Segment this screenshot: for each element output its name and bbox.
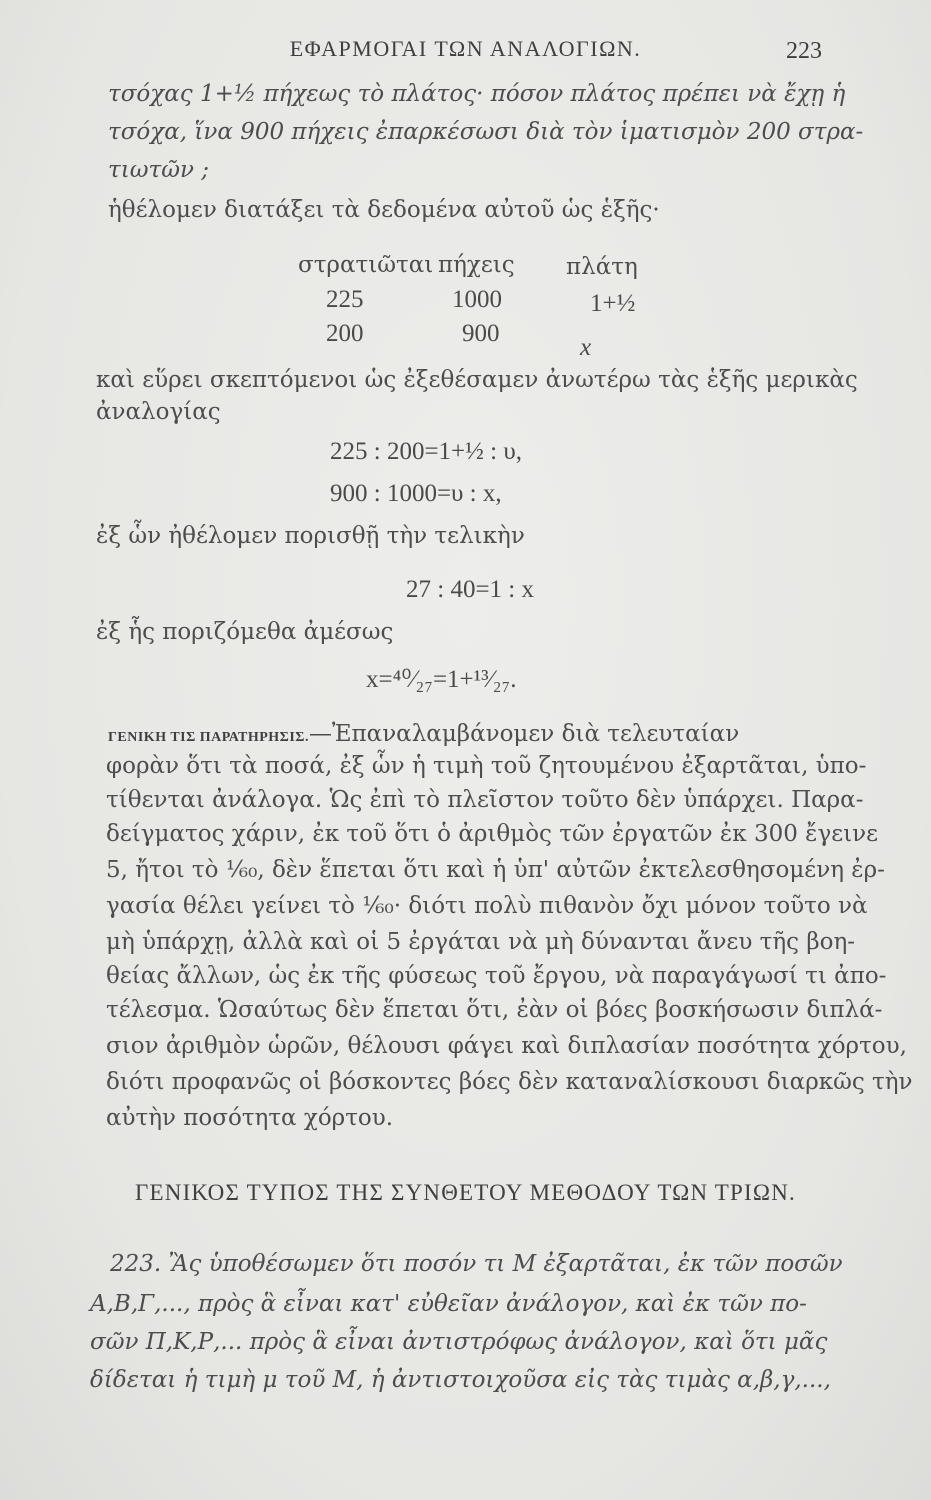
remark-line: φορὰν ὅτι τὰ ποσά, ἐξ ὧν ἡ τιμὴ τοῦ ζητουμένου ἐξαρτᾶται, ὑπο- <box>106 753 867 779</box>
problem-line-2: τσόχα, ἵνα 900 πήχεις ἐπαρκέσωσι διὰ τὸν ἱματισμὸν 200 στρα- <box>108 119 864 145</box>
section-heading: ΓΕΝΙΚΟΣ ΤΥΠΟΣ ΤΗΣ ΣΥΝΘΕΤΟΥ ΜΕΘΟΔΟΥ ΤΩΝ ΤΡΙΩΝ. <box>135 1180 796 1205</box>
remark-first-line-rest: —Ἐπαναλαμβάνομεν διὰ τελευταίαν <box>308 721 740 747</box>
after-table-line-2: ἀναλογίας <box>96 399 221 425</box>
section-line: 223. Ἂς ὑποθέσωμεν ὅτι ποσόν τι Μ ἐξαρτᾶται, ἐκ τῶν ποσῶν <box>110 1251 843 1277</box>
section-line: Α,Β,Γ,..., πρὸς ἃ εἶναι κατ' εὐθεῖαν ἀνάλογον, καὶ ἐκ τῶν πο- <box>90 1291 807 1317</box>
table-cell: 900 <box>462 320 500 347</box>
immediately-line: ἐξ ἧς ποριζόμεθα ἀμέσως <box>96 619 394 645</box>
table-cell: 225 <box>326 286 364 313</box>
table-cell: 1000 <box>452 286 502 313</box>
remark-first-line <box>108 720 739 748</box>
table-header-soldiers: στρατιῶται <box>298 252 434 278</box>
remark-line: διότι προφανῶς οἱ βόσκοντες βόες δὲν καταναλίσκουσι διαρκῶς τὴν <box>106 1069 913 1095</box>
after-table-line-1: καὶ εὕρει σκεπτόμενοι ὡς ἐξεθέσαμεν ἀνωτέρω τὰς ἑξῆς μερικὰς <box>96 367 858 393</box>
remark-line: γασία θέλει γείνει τὸ ¹⁄₆₀· διότι πολὺ πιθανὸν ὄχι μόνον τοῦτο νὰ <box>106 893 868 919</box>
running-title: ΕΦΑΡΜΟΓΑΙ ΤΩΝ ΑΝΑΛΟΓΙΩΝ. <box>289 36 642 61</box>
table-cell: 200 <box>326 320 364 347</box>
from-which-line: ἐξ ὧν ἠθέλομεν πορισθῇ τὴν τελικὴν <box>96 523 525 549</box>
proportion-1: 225 : 200=1+½ : υ, <box>330 438 522 465</box>
remark-line: μὴ ὑπάρχῃ, ἀλλὰ καὶ οἱ 5 ἐργάται νὰ μὴ δύνανται ἄνευ τῆς βοη- <box>106 929 856 955</box>
section-line: σῶν Π,Κ,Ρ,... πρὸς ἃ εἶναι ἀντιστρόφως ἀνάλογον, καὶ ὅτι μᾶς <box>90 1329 828 1355</box>
proportion-2: 900 : 1000=υ : x, <box>330 480 502 507</box>
page-number: 223 <box>786 38 822 64</box>
problem-line-3: τιωτῶν ; <box>108 157 210 183</box>
remark-heading: ΓΕΝΙΚΗ ΤΙΣ ΠΑΡΑΤΗΡΗΣΙΣ. <box>108 730 309 745</box>
table-header-widths: πλάτη <box>566 254 638 280</box>
section-line: δίδεται ἡ τιμὴ μ τοῦ Μ, ἡ ἀντιστοιχοῦσα εἰς τὰς τιμὰς α,β,γ,..., <box>90 1367 831 1393</box>
result-formula: x=⁴⁰⁄₂₇=1+¹³⁄₂₇. <box>366 666 517 693</box>
problem-line-1: τσόχας 1+½ πήχεως τὸ πλάτος· πόσον πλάτος πρέπει νὰ ἔχῃ ἡ <box>108 81 846 107</box>
table-cell: x <box>580 334 592 361</box>
remark-line: τίθενται ἀνάλογα. Ὡς ἐπὶ τὸ πλεῖστον τοῦτο δὲν ὑπάρχει. Παρα- <box>106 787 864 813</box>
final-proportion: 27 : 40=1 : x <box>406 576 534 603</box>
remark-line: σιον ἀριθμὸν ὡρῶν, θέλουσι φάγει καὶ διπλασίαν ποσότητα χόρτου, <box>106 1033 907 1059</box>
remark-line: 5, ἤτοι τὸ ¹⁄₆₀, δὲν ἕπεται ὅτι καὶ ἡ ὑπ' αὐτῶν ἐκτελεσθησομένη ἐρ- <box>106 857 885 883</box>
table-header-cubits: πήχεις <box>438 252 515 278</box>
table-cell: 1+½ <box>590 290 636 317</box>
remark-line: δείγματος χάριν, ἐκ τοῦ ὅτι ὁ ἀριθμὸς τῶν ἐργατῶν ἐκ 300 ἔγεινε <box>106 821 879 847</box>
intro-line: ἡθέλομεν διατάξει τὰ δεδομένα αὐτοῦ ὡς ἑξῆς· <box>108 197 660 223</box>
remark-line: τέλεσμα. Ὡσαύτως δὲν ἕπεται ὅτι, ἐὰν οἱ βόες βοσκήσωσιν διπλά- <box>106 997 883 1023</box>
remark-line: θείας ἄλλων, ὡς ἐκ τῆς φύσεως τοῦ ἔργου, νὰ παραγάγωσί τι ἀπο- <box>106 963 887 989</box>
running-header <box>0 36 931 70</box>
remark-line: αὐτὴν ποσότητα χόρτου. <box>106 1105 394 1131</box>
